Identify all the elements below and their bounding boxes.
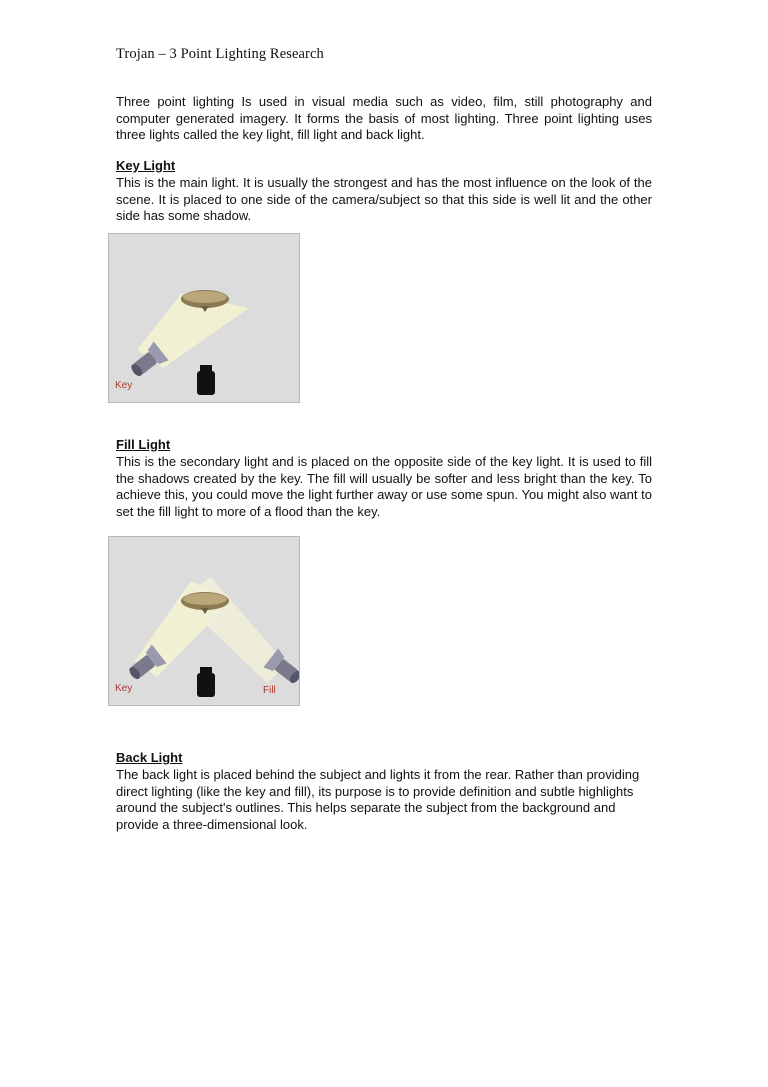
key-light-diagram: [108, 233, 300, 403]
key-light-paragraph: This is the main light. It is usually the strongest and has the most influence on the look of the scene. It is placed to one side of the camera/subject so that this side is well lit and the other side has some shadow.: [116, 175, 652, 223]
intro-paragraph: Three point lighting Is used in visual media such as video, film, still photography and computer generated imagery. It forms the basis of most lighting. Three point lighting uses three lights called the key light, fill light and back light.: [116, 94, 652, 142]
back-light-paragraph: The back light is placed behind the subject and lights it from the rear. Rather than providing direct lighting (like the key and fill), its purpose is to provide definition and subtle highlights around the subject's outlines. This helps separate the subject from the background and provide a three-dimensional look.: [116, 767, 640, 832]
page-header: Trojan – 3 Point Lighting Research: [116, 46, 324, 62]
fill-light-heading: Fill Light: [116, 437, 171, 452]
subject-highlight: [183, 291, 227, 303]
key-label: Key: [115, 380, 133, 391]
fill-light-paragraph: This is the secondary light and is placed on the opposite side of the key light. It is used to fill the shadows created by the key. The fill will usually be softer and less bright than the key. To achieve this, you could move the light further away or use some spun. You might also want to set the fill light to more of a flood than the key.: [116, 454, 652, 519]
fill-light-diagram-art: [109, 537, 299, 705]
subject-highlight: [183, 593, 227, 605]
fill-label: Fill: [263, 685, 276, 696]
key-label: Key: [115, 683, 133, 694]
key-light-heading: Key Light: [116, 158, 176, 173]
camera-icon: [197, 365, 215, 395]
key-light-diagram-art: [109, 234, 299, 402]
camera-icon: [197, 667, 215, 697]
back-light-heading: Back Light: [116, 750, 183, 765]
fill-light-diagram: [108, 536, 300, 706]
